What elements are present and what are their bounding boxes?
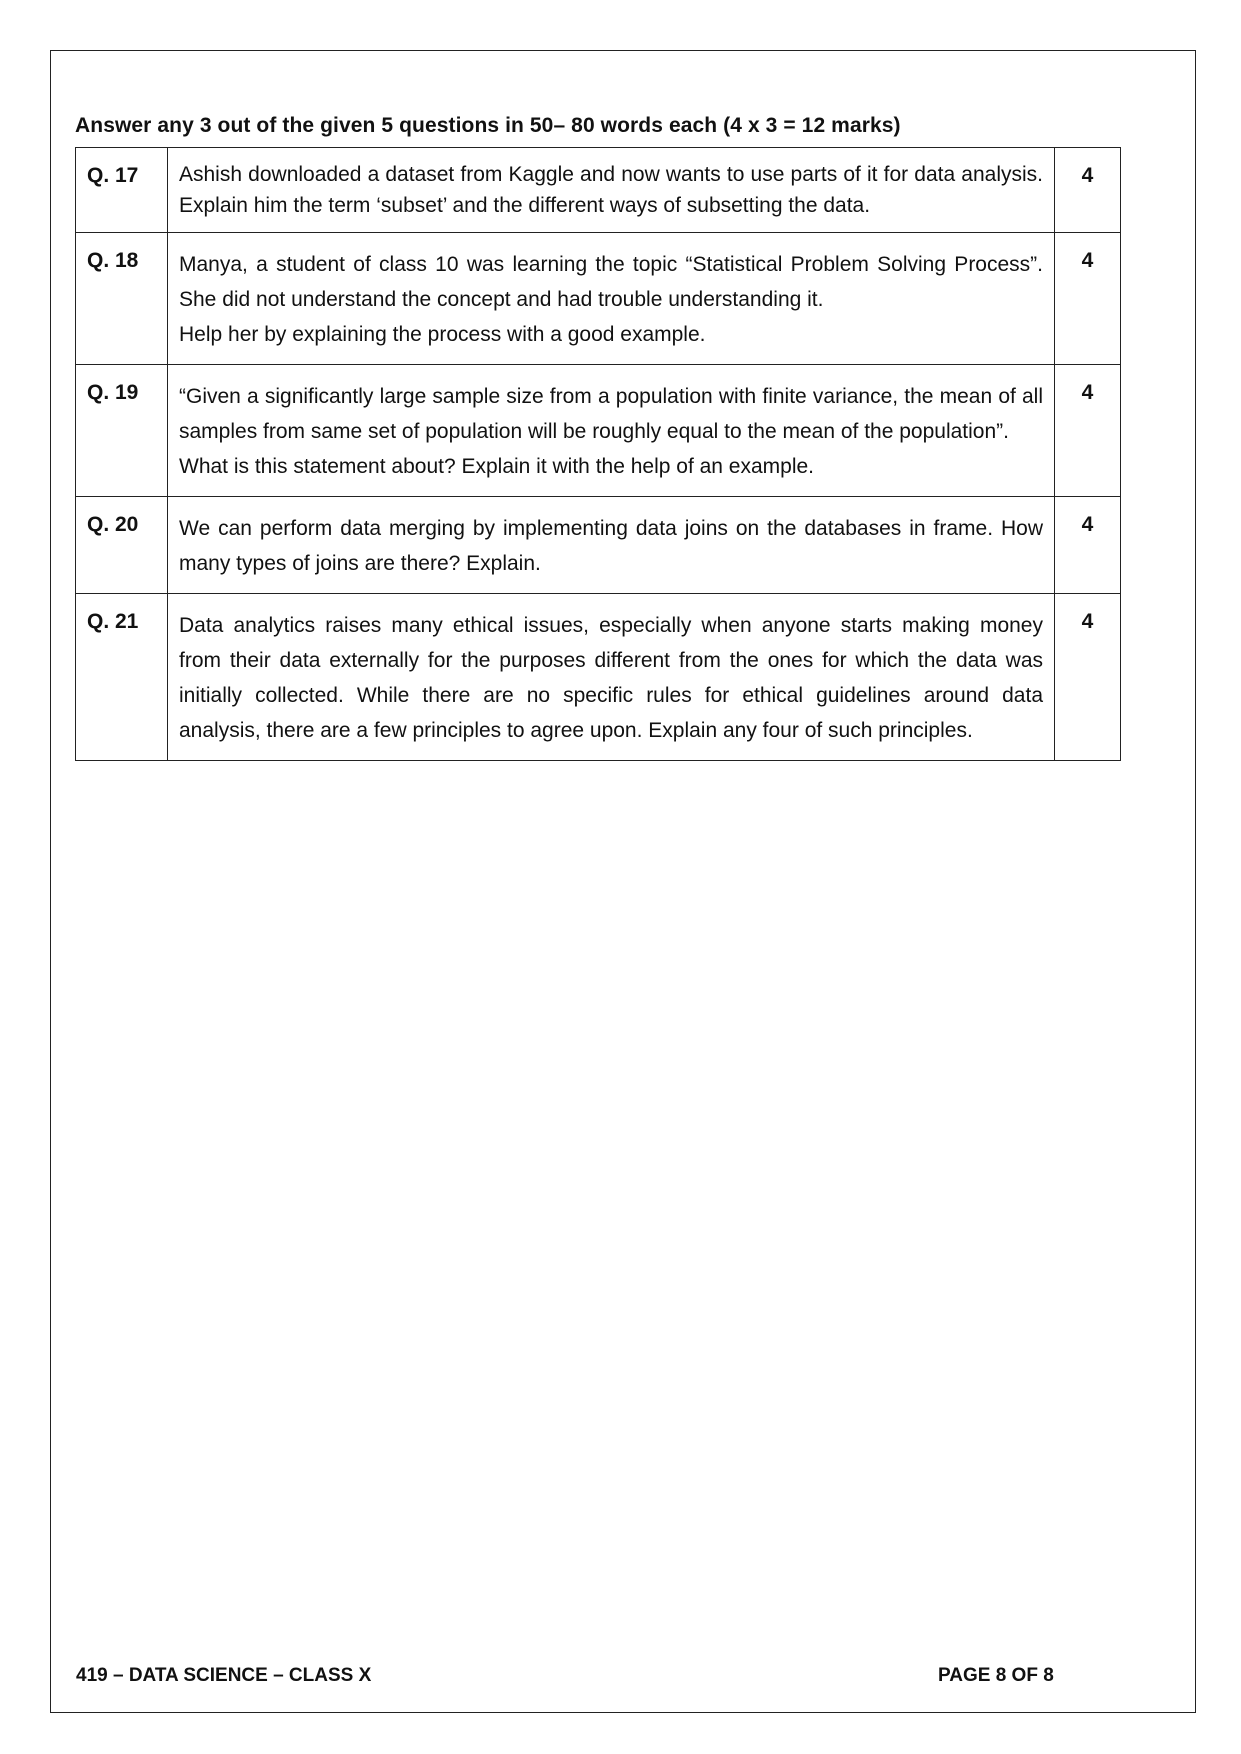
footer-subject: 419 – DATA SCIENCE – CLASS X [76,1665,372,1686]
question-text [168,148,1055,233]
question-line: Ashish downloaded a dataset from Kaggle and now wants to use parts of it for data analysis. Explain him the term ‘subset’ and the different ways of subsetting the data. [179,163,1043,217]
question-number: Q. 21 [76,594,168,761]
question-line: Manya, a student of class 10 was learning the topic “Statistical Problem Solving Process”. She did not understand the concept and had trouble understanding it. [179,253,1043,311]
questions-table [75,147,1121,761]
question-marks: 4 [1055,497,1121,594]
footer-page-number: PAGE 8 OF 8 [938,1665,1054,1686]
question-text [168,365,1055,497]
question-marks: 4 [1055,233,1121,365]
question-number: Q. 20 [76,497,168,594]
question-text [168,233,1055,365]
question-number: Q. 19 [76,365,168,497]
question-line: Help her by explaining the process with a good example. [179,323,706,346]
table-row [76,233,1121,365]
table-row [76,497,1121,594]
question-number: Q. 17 [76,148,168,233]
question-marks: 4 [1055,594,1121,761]
table-row [76,365,1121,497]
question-text [168,594,1055,761]
question-text [168,497,1055,594]
section-instruction: Answer any 3 out of the given 5 questions in 50– 80 words each (4 x 3 = 12 marks) [75,114,901,137]
question-line: What is this statement about? Explain it with the help of an example. [179,455,815,478]
question-line: “Given a significantly large sample size from a population with finite variance, the mean of all samples from same set of population will be roughly equal to the mean of the population”. [179,385,1043,443]
question-marks: 4 [1055,148,1121,233]
question-line: Data analytics raises many ethical issues, especially when anyone starts making money from their data externally for the purposes different from the ones for which the data was initially collected. While there are no specific rules for ethical guidelines around data analysis, there are a few principles to agree upon. Explain any four of such principles. [179,614,1043,742]
table-row [76,594,1121,761]
question-number: Q. 18 [76,233,168,365]
question-marks: 4 [1055,365,1121,497]
question-line: We can perform data merging by implementing data joins on the databases in frame. How many types of joins are there? Explain. [179,517,1043,575]
table-row [76,148,1121,233]
